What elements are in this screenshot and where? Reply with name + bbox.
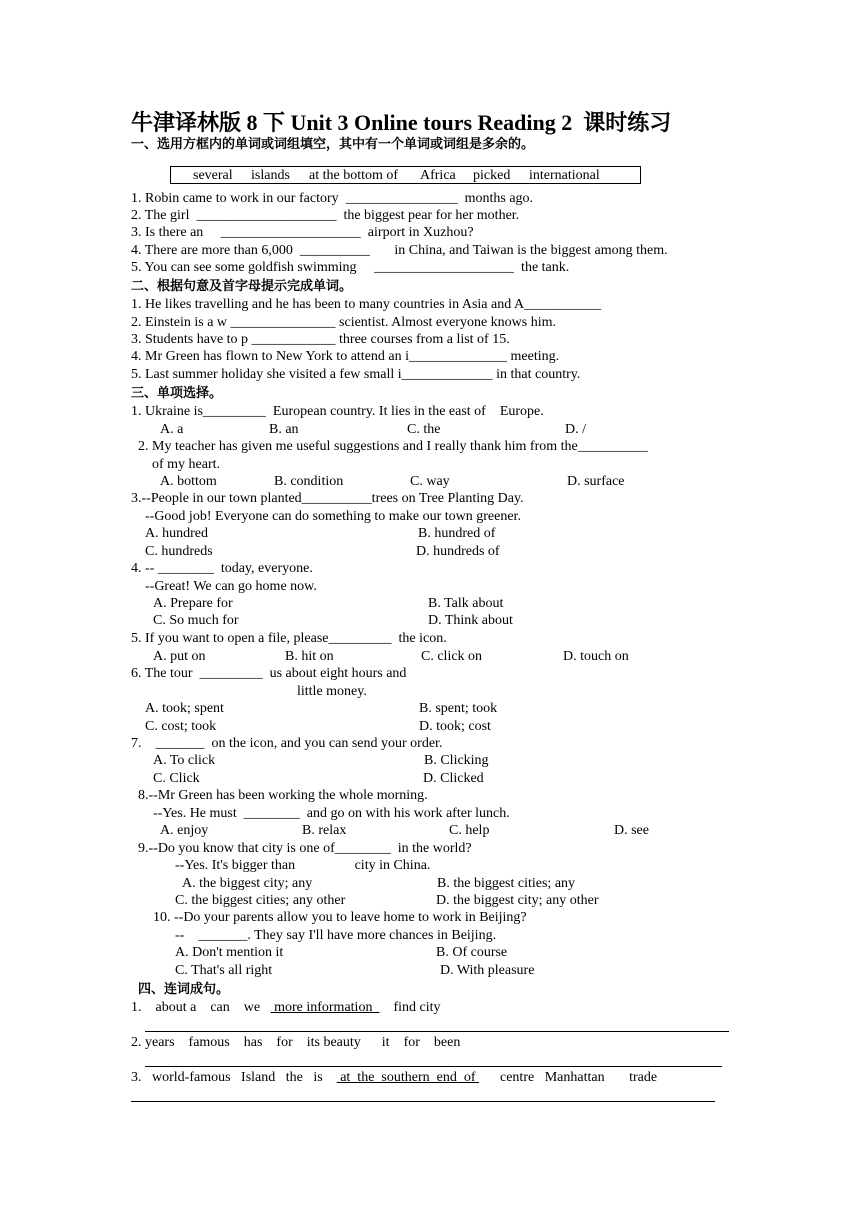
option-d: D. Clicked: [423, 771, 484, 786]
option-d: D. the biggest city; any other: [436, 893, 599, 908]
option-b: B. spent; took: [419, 701, 498, 716]
word-spelling-item: 4. Mr Green has flown to New York to attend an i______________ meeting.: [131, 349, 560, 364]
question-stem-cont: little money.: [297, 684, 367, 699]
question-stem-cont: --Yes. He must ________ and go on with his work after lunch.: [153, 806, 510, 821]
option-b: B. hit on: [285, 649, 334, 664]
question-stem: 10. --Do your parents allow you to leave home to work in Beijing?: [153, 910, 527, 925]
question-stem: 2. My teacher has given me useful suggestions and I really thank him from the__________: [138, 439, 648, 454]
word-spelling-item: 1. He likes travelling and he has been to many countries in Asia and A___________: [131, 297, 602, 312]
option-b: B. hundred of: [418, 526, 496, 541]
word-box-item: islands: [251, 168, 290, 183]
fill-blank-item: 4. There are more than 6,000 __________ in China, and Taiwan is the biggest among them.: [131, 243, 668, 258]
question-stem-cont: --Great! We can go home now.: [145, 579, 317, 594]
option-c: C. cost; took: [145, 719, 217, 734]
option-b: B. Clicking: [424, 753, 489, 768]
word-box: [170, 166, 641, 184]
question-stem-cont: -- _______. They say I'll have more chances in Beijing.: [175, 928, 497, 943]
question-stem-cont: of my heart.: [152, 457, 221, 472]
option-c: C. hundreds: [145, 544, 213, 559]
option-a: A. hundred: [145, 526, 208, 541]
word-box-item: several: [193, 168, 233, 183]
section-heading-4: 四、连词成句。: [138, 982, 230, 997]
option-b: B. condition: [274, 474, 344, 489]
sentence-words: centre Manhattan trade: [479, 1070, 658, 1085]
option-a: A. bottom: [160, 474, 217, 489]
option-a: A. enjoy: [160, 823, 209, 838]
option-d: D. surface: [567, 474, 625, 489]
word-box-item: Africa: [420, 168, 456, 183]
option-c: C. So much for: [153, 613, 239, 628]
option-c: C. click on: [421, 649, 483, 664]
word-spelling-item: 3. Students have to p ____________ three courses from a list of 15.: [131, 332, 510, 347]
option-c: C. help: [449, 823, 490, 838]
option-b: B. Talk about: [428, 596, 504, 611]
option-d: D. /: [565, 422, 586, 437]
answer-line: [145, 1066, 722, 1067]
given-phrase: more information: [270, 1000, 380, 1015]
question-stem-cont: --Good job! Everyone can do something to make our town greener.: [145, 509, 521, 524]
option-b: B. relax: [302, 823, 347, 838]
page-title: 牛津译林版 8 下 Unit 3 Online tours Reading 2 课时练习: [131, 110, 672, 135]
sentence-words-1: [131, 999, 441, 1016]
option-a: A. To click: [153, 753, 216, 768]
fill-blank-item: 3. Is there an ____________________ airport in Xuzhou?: [131, 225, 474, 240]
sentence-words: 3. world-famous Island the is: [131, 1070, 337, 1085]
option-a: A. the biggest city; any: [182, 876, 313, 891]
question-stem-cont: --Yes. It's bigger than city in China.: [175, 858, 431, 873]
option-c: C. the: [407, 422, 441, 437]
word-box-item: picked: [473, 168, 511, 183]
answer-line: [145, 1031, 729, 1032]
option-b: B. an: [269, 422, 299, 437]
question-stem: 9.--Do you know that city is one of________ in the world?: [138, 841, 472, 856]
option-a: A. took; spent: [145, 701, 224, 716]
option-b: B. Of course: [436, 945, 508, 960]
question-stem: 7. _______ on the icon, and you can send your order.: [131, 736, 443, 751]
fill-blank-item: 5. You can see some goldfish swimming ____________________ the tank.: [131, 260, 570, 275]
sentence-words: 1. about a can we: [131, 1000, 271, 1015]
answer-line: [131, 1101, 715, 1102]
option-d: D. Think about: [428, 613, 513, 628]
question-stem: 5. If you want to open a file, please_________ the icon.: [131, 631, 447, 646]
option-d: D. took; cost: [419, 719, 491, 734]
word-spelling-item: 5. Last summer holiday she visited a few small i_____________ in that country.: [131, 367, 581, 382]
option-d: D. see: [614, 823, 649, 838]
word-spelling-item: 2. Einstein is a w _______________ scientist. Almost everyone knows him.: [131, 315, 557, 330]
section-heading-1: 一、选用方框内的单词或词组填空，其中有一个单词或词组是多余的。: [131, 137, 535, 152]
fill-blank-item: 2. The girl ____________________ the biggest pear for her mother.: [131, 208, 520, 223]
question-stem: 6. The tour _________ us about eight hours and: [131, 666, 407, 681]
option-a: A. Prepare for: [153, 596, 233, 611]
sentence-words-2: 2. years famous has for its beauty it for been: [131, 1035, 461, 1050]
section-heading-2: 二、根据句意及首字母提示完成单词。: [131, 279, 353, 294]
sentence-words: find city: [379, 1000, 441, 1015]
question-stem: 4. -- ________ today, everyone.: [131, 561, 313, 576]
option-c: C. the biggest cities; any other: [175, 893, 346, 908]
option-a: A. a: [160, 422, 184, 437]
word-box-item: international: [529, 168, 600, 183]
option-c: C. Click: [153, 771, 200, 786]
option-d: D. touch on: [563, 649, 629, 664]
option-a: A. Don't mention it: [175, 945, 284, 960]
question-stem: 3.--People in our town planted__________trees on Tree Planting Day.: [131, 491, 524, 506]
option-a: A. put on: [153, 649, 206, 664]
option-d: D. With pleasure: [440, 963, 535, 978]
fill-blank-item: 1. Robin came to work in our factory ________________ months ago.: [131, 191, 534, 206]
option-c: C. way: [410, 474, 450, 489]
option-c: C. That's all right: [175, 963, 273, 978]
question-stem: 1. Ukraine is_________ European country. It lies in the east of Europe.: [131, 404, 544, 419]
option-b: B. the biggest cities; any: [437, 876, 576, 891]
option-d: D. hundreds of: [416, 544, 500, 559]
section-heading-3: 三、单项选择。: [131, 386, 223, 401]
given-phrase: at the southern end of: [336, 1070, 479, 1085]
sentence-words-3: [131, 1069, 657, 1086]
word-box-item: at the bottom of: [309, 168, 399, 183]
question-stem: 8.--Mr Green has been working the whole morning.: [138, 788, 428, 803]
